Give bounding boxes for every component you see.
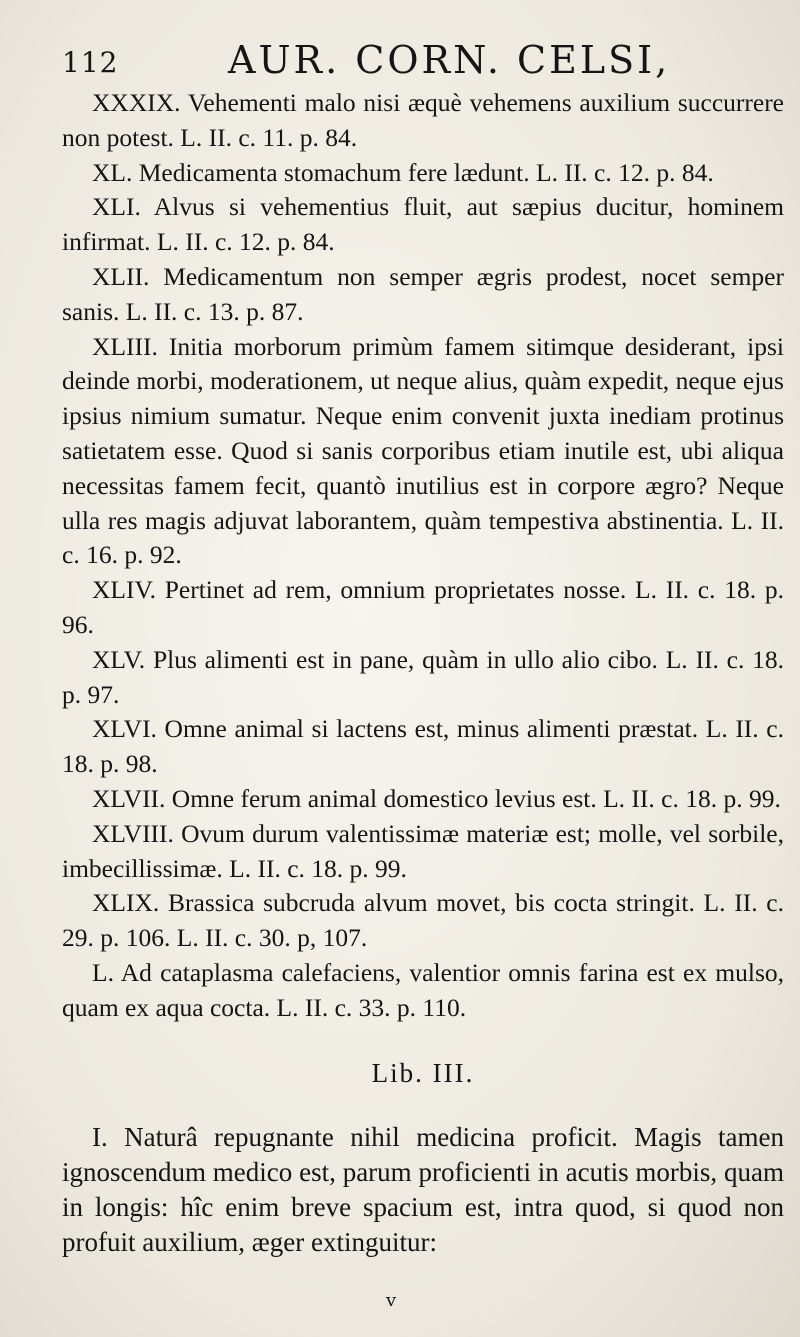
aphorism-xlix: XLIX. Brassica subcruda alvum movet, bis cocta stringit. L. II. c. 29. p. 106. L. II. c. 30. p, 107. xyxy=(62,888,784,953)
signature-mark: v xyxy=(386,1290,397,1311)
page-number: 112 xyxy=(62,46,119,79)
aphorism-xlvii: XLVII. Omne ferum animal domestico levius est. L. II. c. 18. p. 99. xyxy=(92,783,781,813)
page-header xyxy=(62,32,762,82)
aphorism-xliv: XLIV. Pertinet ad rem, omnium proprietates nosse. L. II. c. 18. p. 96. xyxy=(62,575,784,639)
aphorism-xlvi: XLVI. Omne animal si lactens est, minus alimenti præstat. L. II. c. 18. p. 98. xyxy=(62,714,784,779)
aphorism-xliii: XLIII. Initia morborum primùm famem sitimque desiderant, ipsi deinde morbi, moderationem, ut neque alius, quàm expedit, neque ejus ipsius nimium sumatur. Neque enim convenit juxta inediam protinus satietatem esse. Quod si sanis corporibus etiam inutile est, ubi aliqua necessitas famem fecit, quantò inutilius est in corpore ægro? Neque ulla res magis adjuvat laborantem, quàm tempestiva abstinentia. L. II. c. 16. p. 92. xyxy=(62,331,784,570)
running-head: AUR. CORN. CELSI, xyxy=(228,38,671,82)
aphorism-xlii: XLII. Medicamentum non semper ægris prodest, nocet semper sanis. L. II. c. 13. p. 87. xyxy=(62,261,784,326)
aphorism-xli: XLI. Alvus si vehementius fluit, aut sæpius ducitur, hominem infirmat. L. II. c. 12. p. 84. xyxy=(62,192,784,257)
aphorism-xlviii: XLVIII. Ovum durum valentissimæ materiæ est; molle, vel sorbile, imbecillissimæ. L. II. c. 18. p. 99. xyxy=(62,818,784,883)
section-heading-number: III. xyxy=(432,1057,475,1088)
aphorism-xlv: XLV. Plus alimenti est in pane, quàm in ullo alio cibo. L. II. c. 18. p. 97. xyxy=(62,644,784,709)
aphorism-l: L. Ad cataplasma calefaciens, valentior omnis farina est ex mulso, quam ex aqua cocta. L. II. c. 33. p. 110. xyxy=(62,957,784,1022)
page-body xyxy=(62,86,784,1260)
section-heading-lib-iii xyxy=(62,1056,784,1091)
aphorism-xl: XL. Medicamenta stomachum fere lædunt. L. II. c. 12. p. 84. xyxy=(92,157,714,187)
section-heading-lib: Lib. xyxy=(371,1057,424,1088)
aphorism-lib3-i: I. Naturâ repugnante nihil medicina proficit. Magis tamen ignoscendum medico est, parum proficienti in acutis morbis, quam in longis: hîc enim breve spacium est, intra quod, si quod non profuit auxilium, æger extinguitur: xyxy=(62,1122,784,1258)
aphorism-xxxix: XXXIX. Vehementi malo nisi æquè vehemens auxilium succurrere non potest. L. II. c. 11. p. 84. xyxy=(62,88,784,152)
